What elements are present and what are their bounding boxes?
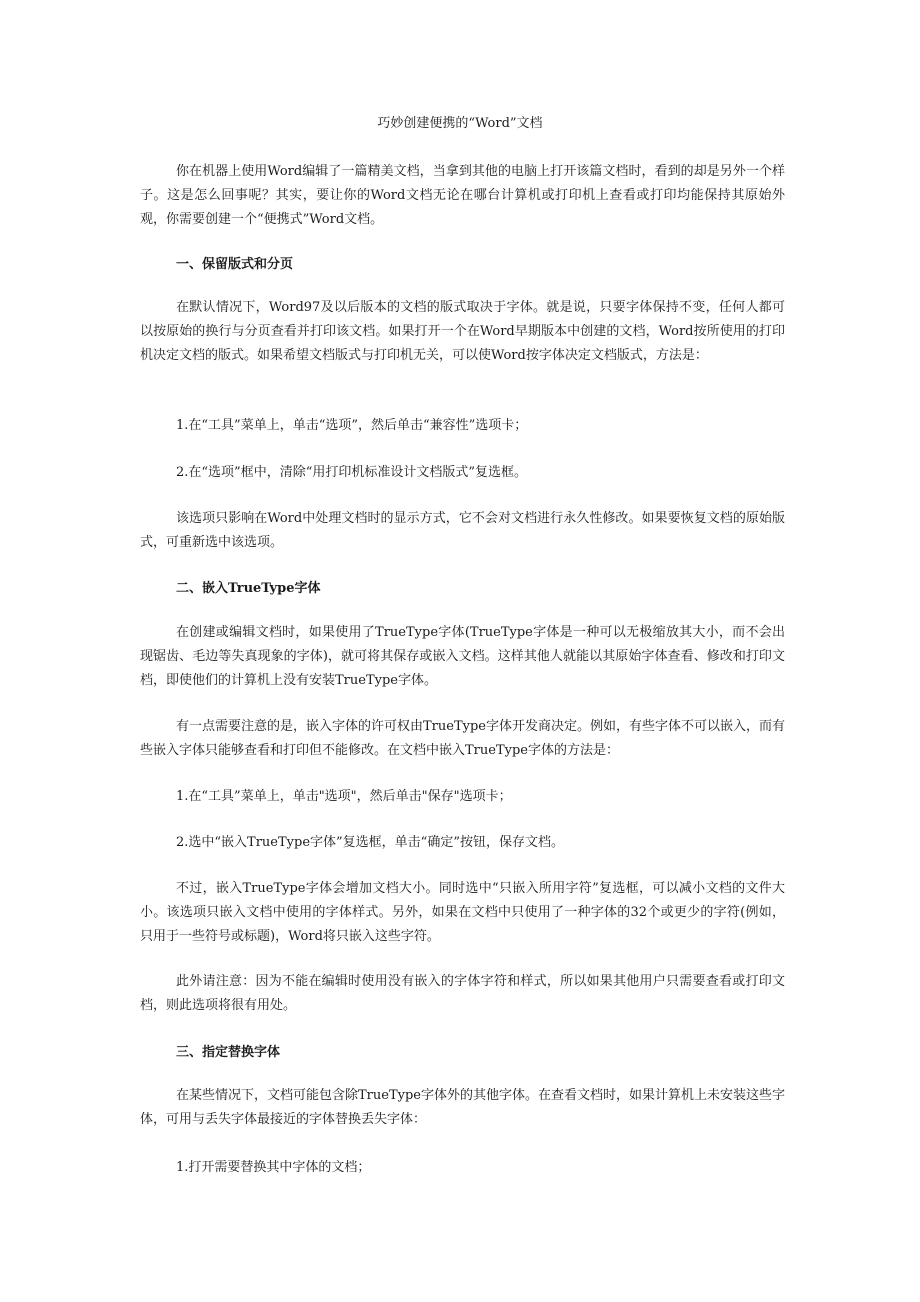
list-item-embed-step-2: 2.选中“嵌入TrueType字体”复选框，单击“确定”按钮，保存文档。 (176, 835, 564, 850)
paragraph-embed-license: 有一点需要注意的是，嵌入字体的许可权由TrueType字体开发商决定。例如，有些字体不可以嵌入，而有些嵌入字体只能够查看和打印但不能修改。在文档中嵌入TrueType字体的方法是： (140, 719, 785, 758)
paragraph-intro: 你在机器上使用Word编辑了一篇精美文档，当拿到其他的电脑上打开该篇文档时，看到的却是另外一个样子。这是怎么回事呢？其实，要让你的Word文档无论在哪台计算机或打印机上查看或打印均能保持其原始外观，你需要创建一个“便携式”Word文档。 (140, 164, 785, 227)
list-item-substitute-step-1: 1.打开需要替换其中字体的文档； (176, 1160, 371, 1175)
paragraph-default-layout: 在默认情况下，Word97及以后版本的文档的版式取决于字体。就是说，只要字体保持不变，任何人都可以按原始的换行与分页查看并打印该文档。如果打开一个在Word早期版本中创建的文档，Word按所使用的打印机决定文档的版式。如果希望文档版式与打印机无关，可以使Word按字体决定文档版式，方法是： (140, 300, 785, 363)
paragraph-embed-caution: 此外请注意：因为不能在编辑时使用没有嵌入的字体字符和样式，所以如果其他用户只需要查看或打印文档，则此选项将很有用处。 (140, 974, 785, 1013)
paragraph-substitute-fonts: 在某些情况下，文档可能包含除TrueType字体外的其他字体。在查看文档时，如果计算机上未安装这些字体，可用与丢失字体最接近的字体替换丢失字体： (140, 1088, 785, 1127)
paragraph-option-note: 该选项只影响在Word中处理文档时的显示方式，它不会对文档进行永久性修改。如果要恢复文档的原始版式，可重新选中该选项。 (140, 511, 785, 550)
section-heading-2: 二、嵌入TrueType字体 (176, 581, 321, 596)
section-heading-3: 三、指定替换字体 (176, 1045, 281, 1060)
list-item-embed-step-1: 1.在“工具”菜单上，单击"选项"，然后单击"保存"选项卡； (176, 789, 512, 804)
list-item-step-2: 2.在“选项”框中，清除“用打印机标准设计文档版式”复选框。 (176, 465, 527, 480)
list-item-step-1: 1.在“工具”菜单上，单击“选项”，然后单击“兼容性”选项卡； (176, 418, 528, 433)
document-title: 巧妙创建便携的“Word”文档 (377, 116, 543, 131)
paragraph-embed-size: 不过，嵌入TrueType字体会增加文档大小。同时选中“只嵌入所用字符”复选框，可以减小文档的文件大小。该选项只嵌入文档中使用的字体样式。另外，如果在文档中只使用了一种字体的32个或更少的字符(例如，只用于一些符号或标题)，Word将只嵌入这些字符。 (140, 881, 785, 944)
section-heading-1: 一、保留版式和分页 (176, 257, 294, 272)
paragraph-truetype-intro: 在创建或编辑文档时，如果使用了TrueType字体(TrueType字体是一种可以无极缩放其大小，而不会出现锯齿、毛边等失真现象的字体)，就可将其保存或嵌入文档。这样其他人就能以其原始字体查看、修改和打印文档，即使他们的计算机上没有安装TrueType字体。 (140, 625, 785, 688)
